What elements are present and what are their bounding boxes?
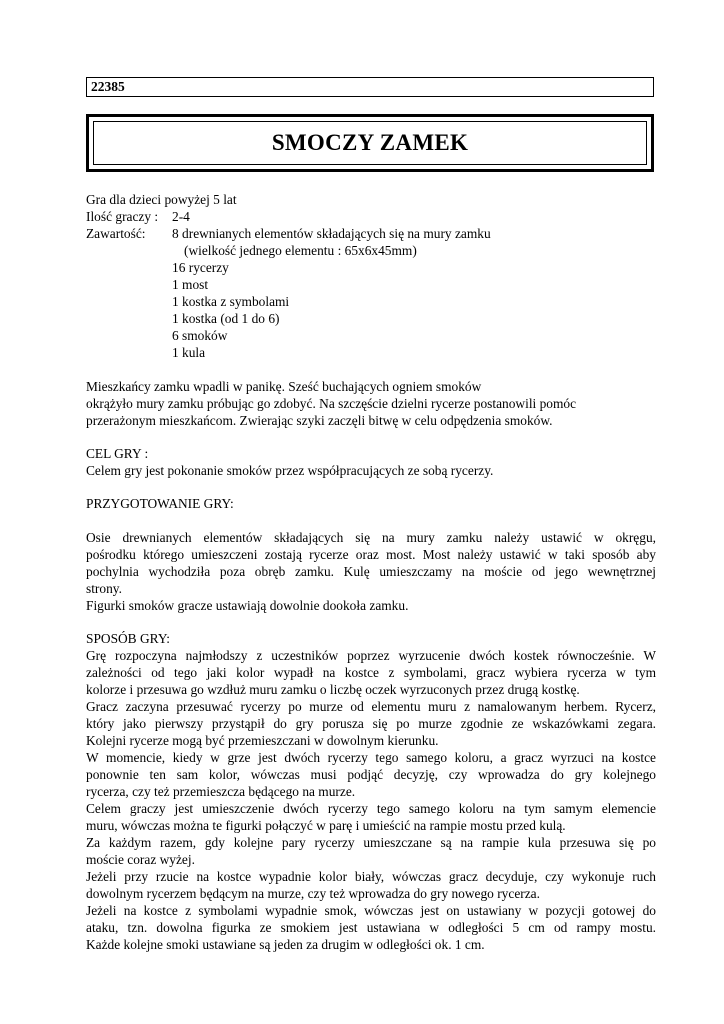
page-title: SMOCZY ZAMEK xyxy=(271,130,469,155)
goal-text: Celem gry jest pokonanie smoków przez współpracujących ze sobą rycerzy. xyxy=(86,463,494,478)
play-line: rycerza, czy też przemieszcza będącego na murze. xyxy=(86,784,356,799)
setup-line: strony. xyxy=(86,581,122,596)
contents-item: 1 most xyxy=(172,277,209,292)
setup-line: Osie drewnianych elementów składających się na mury zamku należy ustawić w okręgu, xyxy=(86,530,656,545)
setup-heading: PRZYGOTOWANIE GRY: xyxy=(86,496,234,511)
play-line: Za każdym razem, gdy kolejne pary rycerzy umieszczane są na rampie kula przesuwa się po xyxy=(86,835,656,850)
contents-item: 1 kula xyxy=(172,345,206,360)
title-frame xyxy=(86,114,654,172)
contents-label: Zawartość: xyxy=(86,226,146,241)
players-value: 2-4 xyxy=(172,209,190,224)
story-line: okrążyło mury zamku próbując go zdobyć. Na szczęście dzielni rycerze postanowili pomóc xyxy=(86,396,577,411)
play-line: Grę rozpoczyna najmłodszy z uczestników poprzez wyrzucenie dwóch kostek równocześnie. W xyxy=(86,648,656,663)
document-code: 22385 xyxy=(91,79,125,94)
age-info: Gra dla dzieci powyżej 5 lat xyxy=(86,192,237,207)
play-line: który jako pierwszy przystąpił do gry porusza się po murze zgodnie ze wskazówkami zegara. xyxy=(86,716,656,731)
play-line: zależności od tego jaki kolor wypadł na kostce z symbolami, gracz wybiera rycerza w tym xyxy=(86,665,656,680)
play-line: Celem graczy jest umieszczenie dwóch rycerzy tego samego koloru na tym samym elemencie xyxy=(86,801,656,816)
play-line: Kolejni rycerze mogą być przemieszczani w dowolnym kierunku. xyxy=(86,733,439,748)
contents-item: 1 kostka z symbolami xyxy=(172,294,290,309)
play-line: Jeżeli przy rzucie na kostce wypadnie kolor biały, wówczas gracz decyduje, czy wykonuje ruch xyxy=(86,869,656,884)
play-line: kolorze i przesuwa go wzdłuż muru zamku o liczbę oczek wyrzuconych przez drugą kostkę. xyxy=(86,682,580,697)
story-line: Mieszkańcy zamku wpadli w panikę. Sześć buchających ogniem smoków xyxy=(86,379,482,394)
setup-line: pośrodku którego umieszczeni zostają rycerze oraz most. Most należy ustawić w taki sposób aby xyxy=(86,547,656,562)
play-line: ataku, tzn. dowolna figurka ze smokiem jest ustawiana w odległości 5 cm od rampy mostu. xyxy=(86,920,656,935)
contents-item: 6 smoków xyxy=(172,328,228,343)
contents-item: 16 rycerzy xyxy=(172,260,229,275)
title-inner-frame xyxy=(93,121,647,165)
play-line: Gracz zaczyna przesuwać rycerzy po murze od elementu muru z namalowanym herbem. Rycerz, xyxy=(86,699,656,714)
goal-heading: CEL GRY : xyxy=(86,446,149,461)
setup-line: Figurki smoków gracze ustawiają dowolnie dookoła zamku. xyxy=(86,598,409,613)
contents-item: 1 kostka (od 1 do 6) xyxy=(172,311,280,326)
contents-item: 8 drewnianych elementów składających się na mury zamku xyxy=(172,226,491,241)
play-line: ponownie ten sam kolor, wówczas musi podjąć decyzję, czy wprowadza do gry kolejnego xyxy=(86,767,656,782)
play-line: Każde kolejne smoki ustawiane są jeden za drugim w odległości ok. 1 cm. xyxy=(86,937,485,952)
story-line: przerażonym mieszkańcom. Zwierając szyki zaczęli bitwę w celu odpędzenia smoków. xyxy=(86,413,553,428)
play-line: muru, wówczas można te figurki połączyć w parę i umieścić na rampie mostu przed kulą. xyxy=(86,818,566,833)
play-heading: SPOSÓB GRY: xyxy=(86,631,170,646)
play-line: Jeżeli na kostce z symbolami wypadnie smok, wówczas jest on ustawiany w pozycji gotowej do xyxy=(86,903,656,918)
play-line: W momencie, kiedy w grze jest dwóch rycerzy tego samego koloru, a gracz wyrzuci na kostce xyxy=(86,750,656,765)
document-code-box xyxy=(86,77,654,97)
players-label: Ilość graczy : xyxy=(86,209,159,224)
setup-line: pochylnia wychodziła poza obręb zamku. Kulę umieszczamy na moście od jego wewnętrznej xyxy=(86,564,656,579)
play-line: moście coraz wyżej. xyxy=(86,852,195,867)
contents-item: (wielkość jednego elementu : 65x6x45mm) xyxy=(184,243,417,258)
play-line: dowolnym rycerzem będącym na murze, czy też wprowadza do gry nowego rycerza. xyxy=(86,886,540,901)
